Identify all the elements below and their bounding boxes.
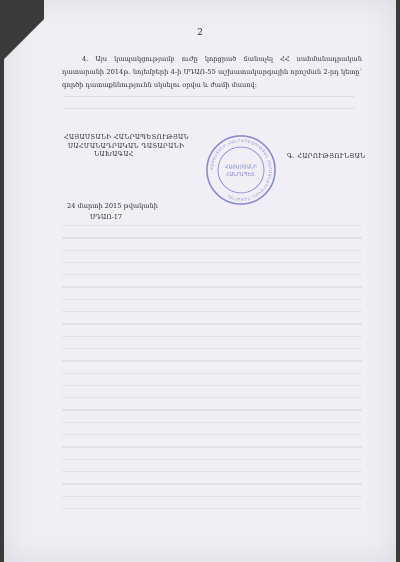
decision-date: 24 մարտի 2015 թվականի (67, 202, 158, 210)
seal-center-text-1: ՀԱՅԱՍՏԱՆԻ (225, 165, 257, 171)
signatory-name: Գ. ՀԱՐՈՒԹՅՈՒՆՅԱՆ (287, 152, 366, 160)
official-seal (204, 133, 278, 207)
signatory-org-line-2: ՍԱՀՄԱՆԱԴՐԱԿԱՆ ԴԱՏԱՐԱՆԻ (68, 141, 185, 150)
bleed-through-line (64, 96, 354, 97)
decision-number: ՍԴԱՈ-17 (90, 213, 123, 221)
scan-edge-shadow (4, 0, 44, 90)
bleed-through-line (64, 108, 354, 109)
document-page (4, 0, 396, 562)
seal-ring-text: ՀԱՅԱՍՏԱՆԻ ՀԱՆՐԱՊԵՏՈՒԹՅԱՆ ՍԱՀՄԱՆԱԴՐԱԿԱՆ ԴԱՏԱՐԱՆ (208, 137, 274, 203)
bleed-through-text (62, 225, 362, 525)
seal-center-text-2: ՀԱՆՐԱՊԵՏ. (226, 172, 256, 178)
signatory-title: ՆԱԽԱԳԱՀ (94, 150, 134, 158)
page-number: 2 (197, 28, 203, 38)
signatory-org-line-1: ՀԱՅԱՍՏԱՆԻ ՀԱՆՐԱՊԵՏՈՒԹՅԱՆ (64, 133, 189, 141)
decision-date-block (67, 201, 158, 223)
signature-block (64, 133, 189, 159)
decision-paragraph-4: 4. Այս կապակցությամբ ուժը կորցրած ճանաչել ՀՀ սահմանադրական դատարանի 2014թ. նոյեմբերի 4-ի ՍԴԱՈ-55 աշխատակարգային որոշման 2-րդ կետը՝ գործի դատաքննությունն սկսելու օրվա և ժամի մասով: (62, 54, 362, 89)
